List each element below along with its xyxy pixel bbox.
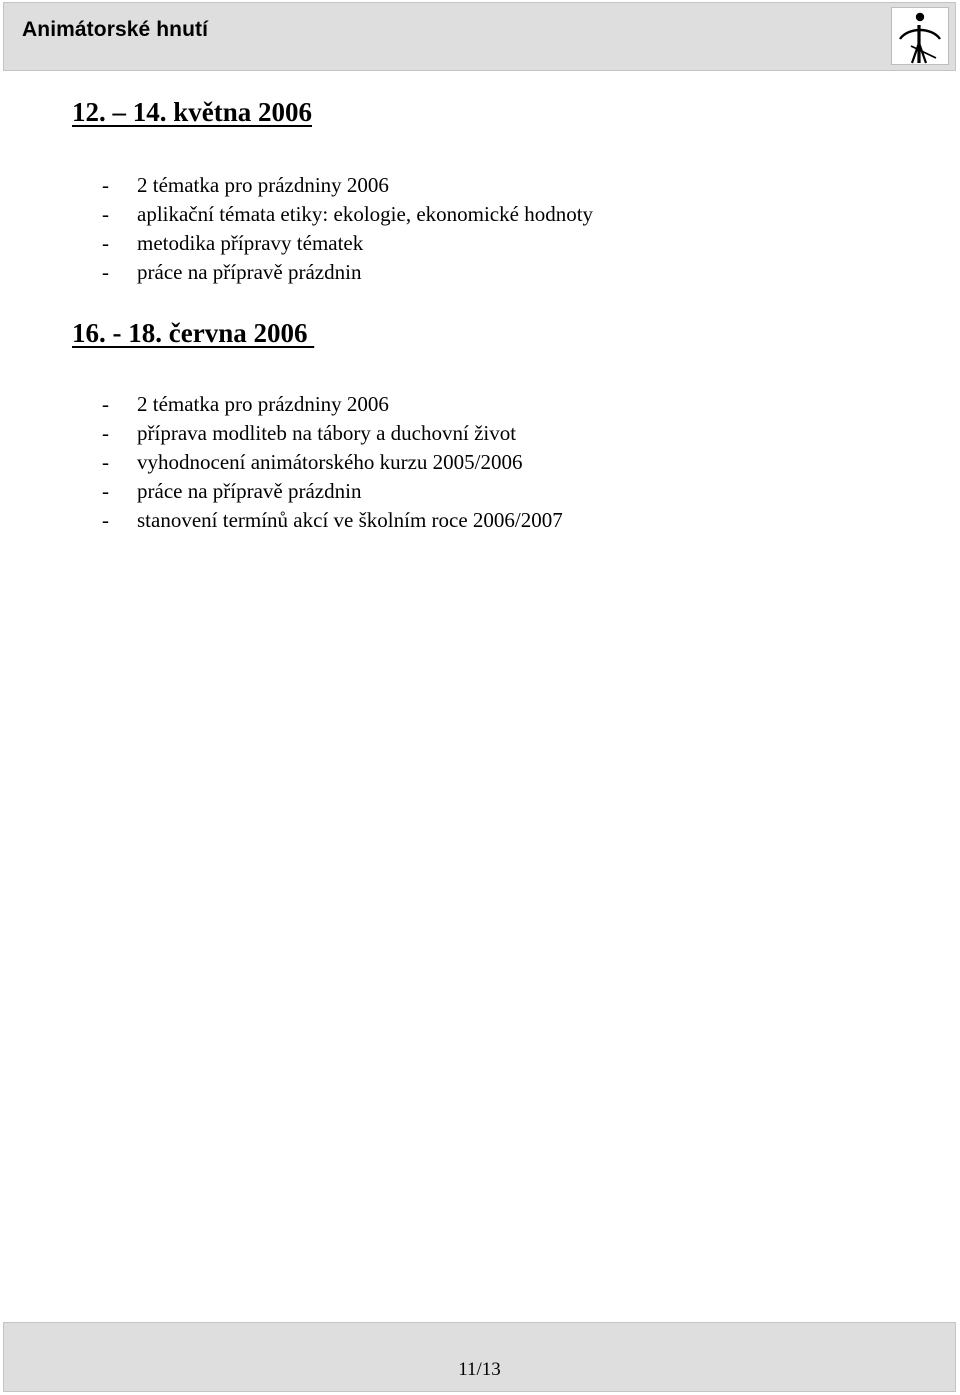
page-header xyxy=(3,2,956,71)
list-bullet: - xyxy=(102,231,109,255)
list-bullet: - xyxy=(102,421,109,445)
page-footer xyxy=(3,1322,956,1392)
list-bullet: - xyxy=(102,392,109,416)
list-item-text: vyhodnocení animátorského kurzu 2005/2006 xyxy=(137,450,523,474)
stick-figure-logo-icon xyxy=(891,7,949,65)
page-number: 11/13 xyxy=(458,1359,501,1380)
list-item-text: příprava modliteb na tábory a duchovní život xyxy=(137,421,517,445)
list-bullet: - xyxy=(102,508,109,532)
list-bullet: - xyxy=(102,479,109,503)
list-item-text: 2 tématka pro prázdniny 2006 xyxy=(137,392,389,416)
list-item-text: stanovení termínů akcí ve školním roce 2006/2007 xyxy=(137,508,563,532)
header-title: Animátorské hnutí xyxy=(22,18,209,41)
list-item-text: aplikační témata etiky: ekologie, ekonomické hodnoty xyxy=(137,202,594,226)
list-item-text: práce na přípravě prázdnin xyxy=(137,479,362,503)
list-bullet: - xyxy=(102,202,109,226)
list-bullet: - xyxy=(102,450,109,474)
list-item-text: metodika přípravy tématek xyxy=(137,231,364,255)
list-bullet: - xyxy=(102,260,109,284)
section-heading-june: 16. - 18. června 2006 xyxy=(72,318,315,348)
list-item-text: práce na přípravě prázdnin xyxy=(137,260,362,284)
list-item-text: 2 tématka pro prázdniny 2006 xyxy=(137,173,389,197)
section-heading-may: 12. – 14. května 2006 xyxy=(72,97,313,127)
list-bullet: - xyxy=(102,173,109,197)
